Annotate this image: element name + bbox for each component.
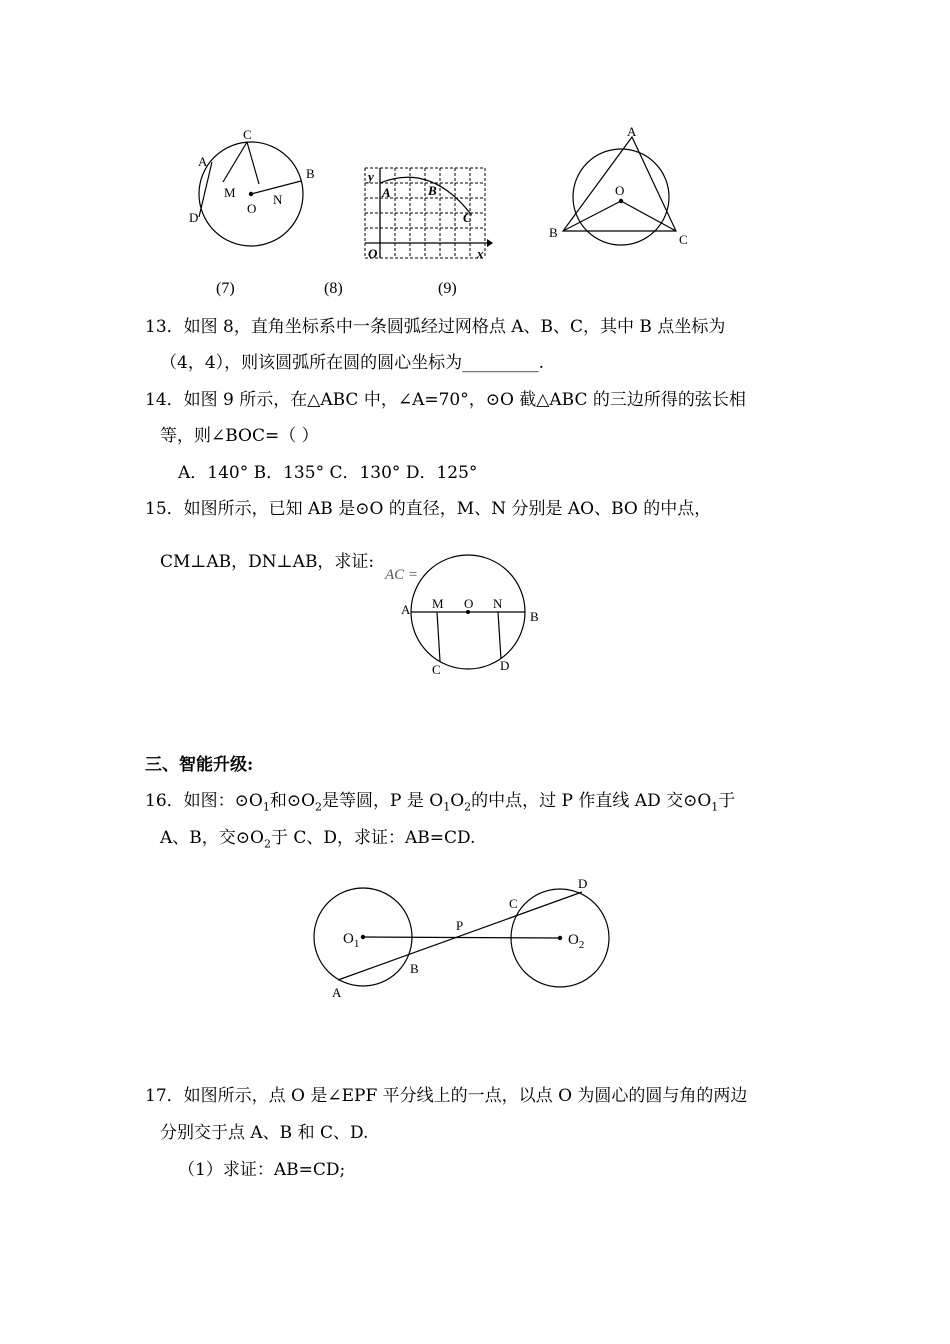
fig7-label-o: O: [247, 201, 257, 216]
fig8-label-c: C: [463, 210, 472, 225]
q16-line1: [145, 790, 735, 818]
q16-sub3: 1: [443, 800, 451, 814]
fig9-segment-ob: [563, 201, 621, 231]
q15-line2: CM⊥AB，DN⊥AB，求证:: [160, 552, 375, 572]
fig16-label-b: B: [410, 961, 419, 976]
q17-line2: 分别交于点 A、B 和 C、D.: [160, 1123, 369, 1143]
fig15-label-d: D: [500, 658, 510, 673]
q16-sub1: 1: [262, 800, 270, 814]
fig15-label-b: B: [530, 609, 539, 624]
fig16-label-o2: [568, 932, 584, 951]
fig7-label-c: C: [243, 127, 252, 142]
q17-line1: 17．如图所示，点 O 是∠EPF 平分线上的一点，以点 O 为圆心的圆与角的两边: [145, 1086, 748, 1106]
q16-line1-b: 和⊙O: [269, 791, 316, 811]
q16-line1-d: O: [450, 791, 465, 811]
fig7-segment-co: [247, 142, 259, 184]
q16-line2-sub: 2: [263, 837, 271, 851]
fig16-center-o2: [558, 936, 562, 940]
fig7-label-b: B: [306, 166, 315, 181]
fig16-label-d: D: [578, 876, 588, 891]
q16-sub4: 2: [464, 800, 472, 814]
figure-16: [310, 870, 630, 1005]
fig16-label-a: A: [332, 985, 342, 1000]
fig16-center-o1: [361, 935, 365, 939]
figure-9: [545, 125, 695, 250]
fig8-label-a: A: [382, 185, 391, 200]
section-3-title: 三、智能升级:: [145, 755, 254, 775]
fig16-label-o2-main: O: [568, 932, 579, 948]
figure-15: [385, 550, 545, 685]
fig9-label-c: C: [679, 232, 688, 247]
fig16-line-ad: [338, 892, 582, 980]
fig15-label-c: C: [432, 662, 441, 677]
fig9-center: [619, 199, 623, 203]
fig16-label-o1: [343, 931, 359, 950]
caption-7: (7): [216, 280, 235, 297]
fig7-label-d: D: [189, 210, 199, 225]
figure-8: [360, 163, 490, 263]
q14-options: A．140° B．135° C．130° D．125°: [178, 463, 478, 483]
fig8-label-y: y: [368, 169, 374, 184]
fig8-label-o: O: [368, 246, 378, 261]
q16-line1-e: 的中点，过 P 作直线 AD 交⊙O: [471, 791, 712, 811]
q16-line2: [160, 827, 475, 855]
q16-sub2: 2: [315, 800, 323, 814]
q15-line1: 15．如图所示，已知 AB 是⊙O 的直径，M、N 分别是 AO、BO 的中点，: [145, 499, 712, 519]
fig16-segment-o1o2: [363, 937, 560, 938]
fig7-chord-ad: [199, 162, 212, 217]
caption-9: (9): [438, 280, 457, 297]
fig7-label-m: M: [224, 185, 236, 200]
q14-line1: 14．如图 9 所示，在△ABC 中，∠A=70°，⊙O 截△ABC 的三边所得的弦长相: [145, 390, 746, 410]
fig16-label-o1-main: O: [343, 931, 354, 947]
fig15-label-m: M: [432, 596, 444, 611]
fig16-label-c: C: [509, 896, 518, 911]
fig8-x-arrow: [487, 239, 493, 247]
fig7-label-a: A: [198, 154, 208, 169]
q13-line1: 13．如图 8，直角坐标系中一条圆弧经过网格点 A、B、C，其中 B 点坐标为: [145, 317, 726, 337]
q14-line2: 等，则∠BOC=（ ）: [160, 426, 319, 446]
q16-line1-a: 16．如图：⊙O: [145, 791, 263, 811]
q16-sub5: 1: [711, 800, 719, 814]
fig16-label-o1-sub: 1: [353, 938, 360, 950]
q16-line1-f: 于: [718, 791, 736, 811]
fig15-segment-cm: [437, 612, 440, 661]
q13-line2: （4，4），则该圆弧所在圆的圆心坐标为_________.: [160, 353, 545, 373]
caption-8: (8): [324, 280, 343, 297]
fig9-label-b: B: [549, 225, 558, 240]
q16-line1-c: 是等圆，P 是 O: [322, 791, 444, 811]
fig15-overlay-text: AC =: [385, 567, 419, 583]
figure-7: [185, 125, 325, 265]
fig15-segment-dn: [498, 612, 501, 659]
fig8-label-x: x: [477, 246, 484, 261]
q17-part1: （1）求证：AB=CD;: [178, 1160, 346, 1180]
fig7-center: [249, 192, 253, 196]
fig7-label-n: N: [273, 192, 283, 207]
fig9-label-a: A: [627, 124, 637, 139]
q16-line2-b: 于 C、D，求证：AB=CD.: [270, 828, 476, 848]
fig16-label-p: P: [456, 918, 464, 933]
fig15-label-a: A: [401, 602, 411, 617]
fig15-label-n: N: [493, 596, 503, 611]
fig16-label-o2-sub: 2: [578, 939, 585, 951]
fig15-label-o: O: [464, 596, 474, 611]
fig8-label-b: B: [428, 183, 437, 198]
fig9-label-o: O: [615, 183, 625, 198]
q16-line2-a: A、B，交⊙O: [160, 828, 264, 848]
